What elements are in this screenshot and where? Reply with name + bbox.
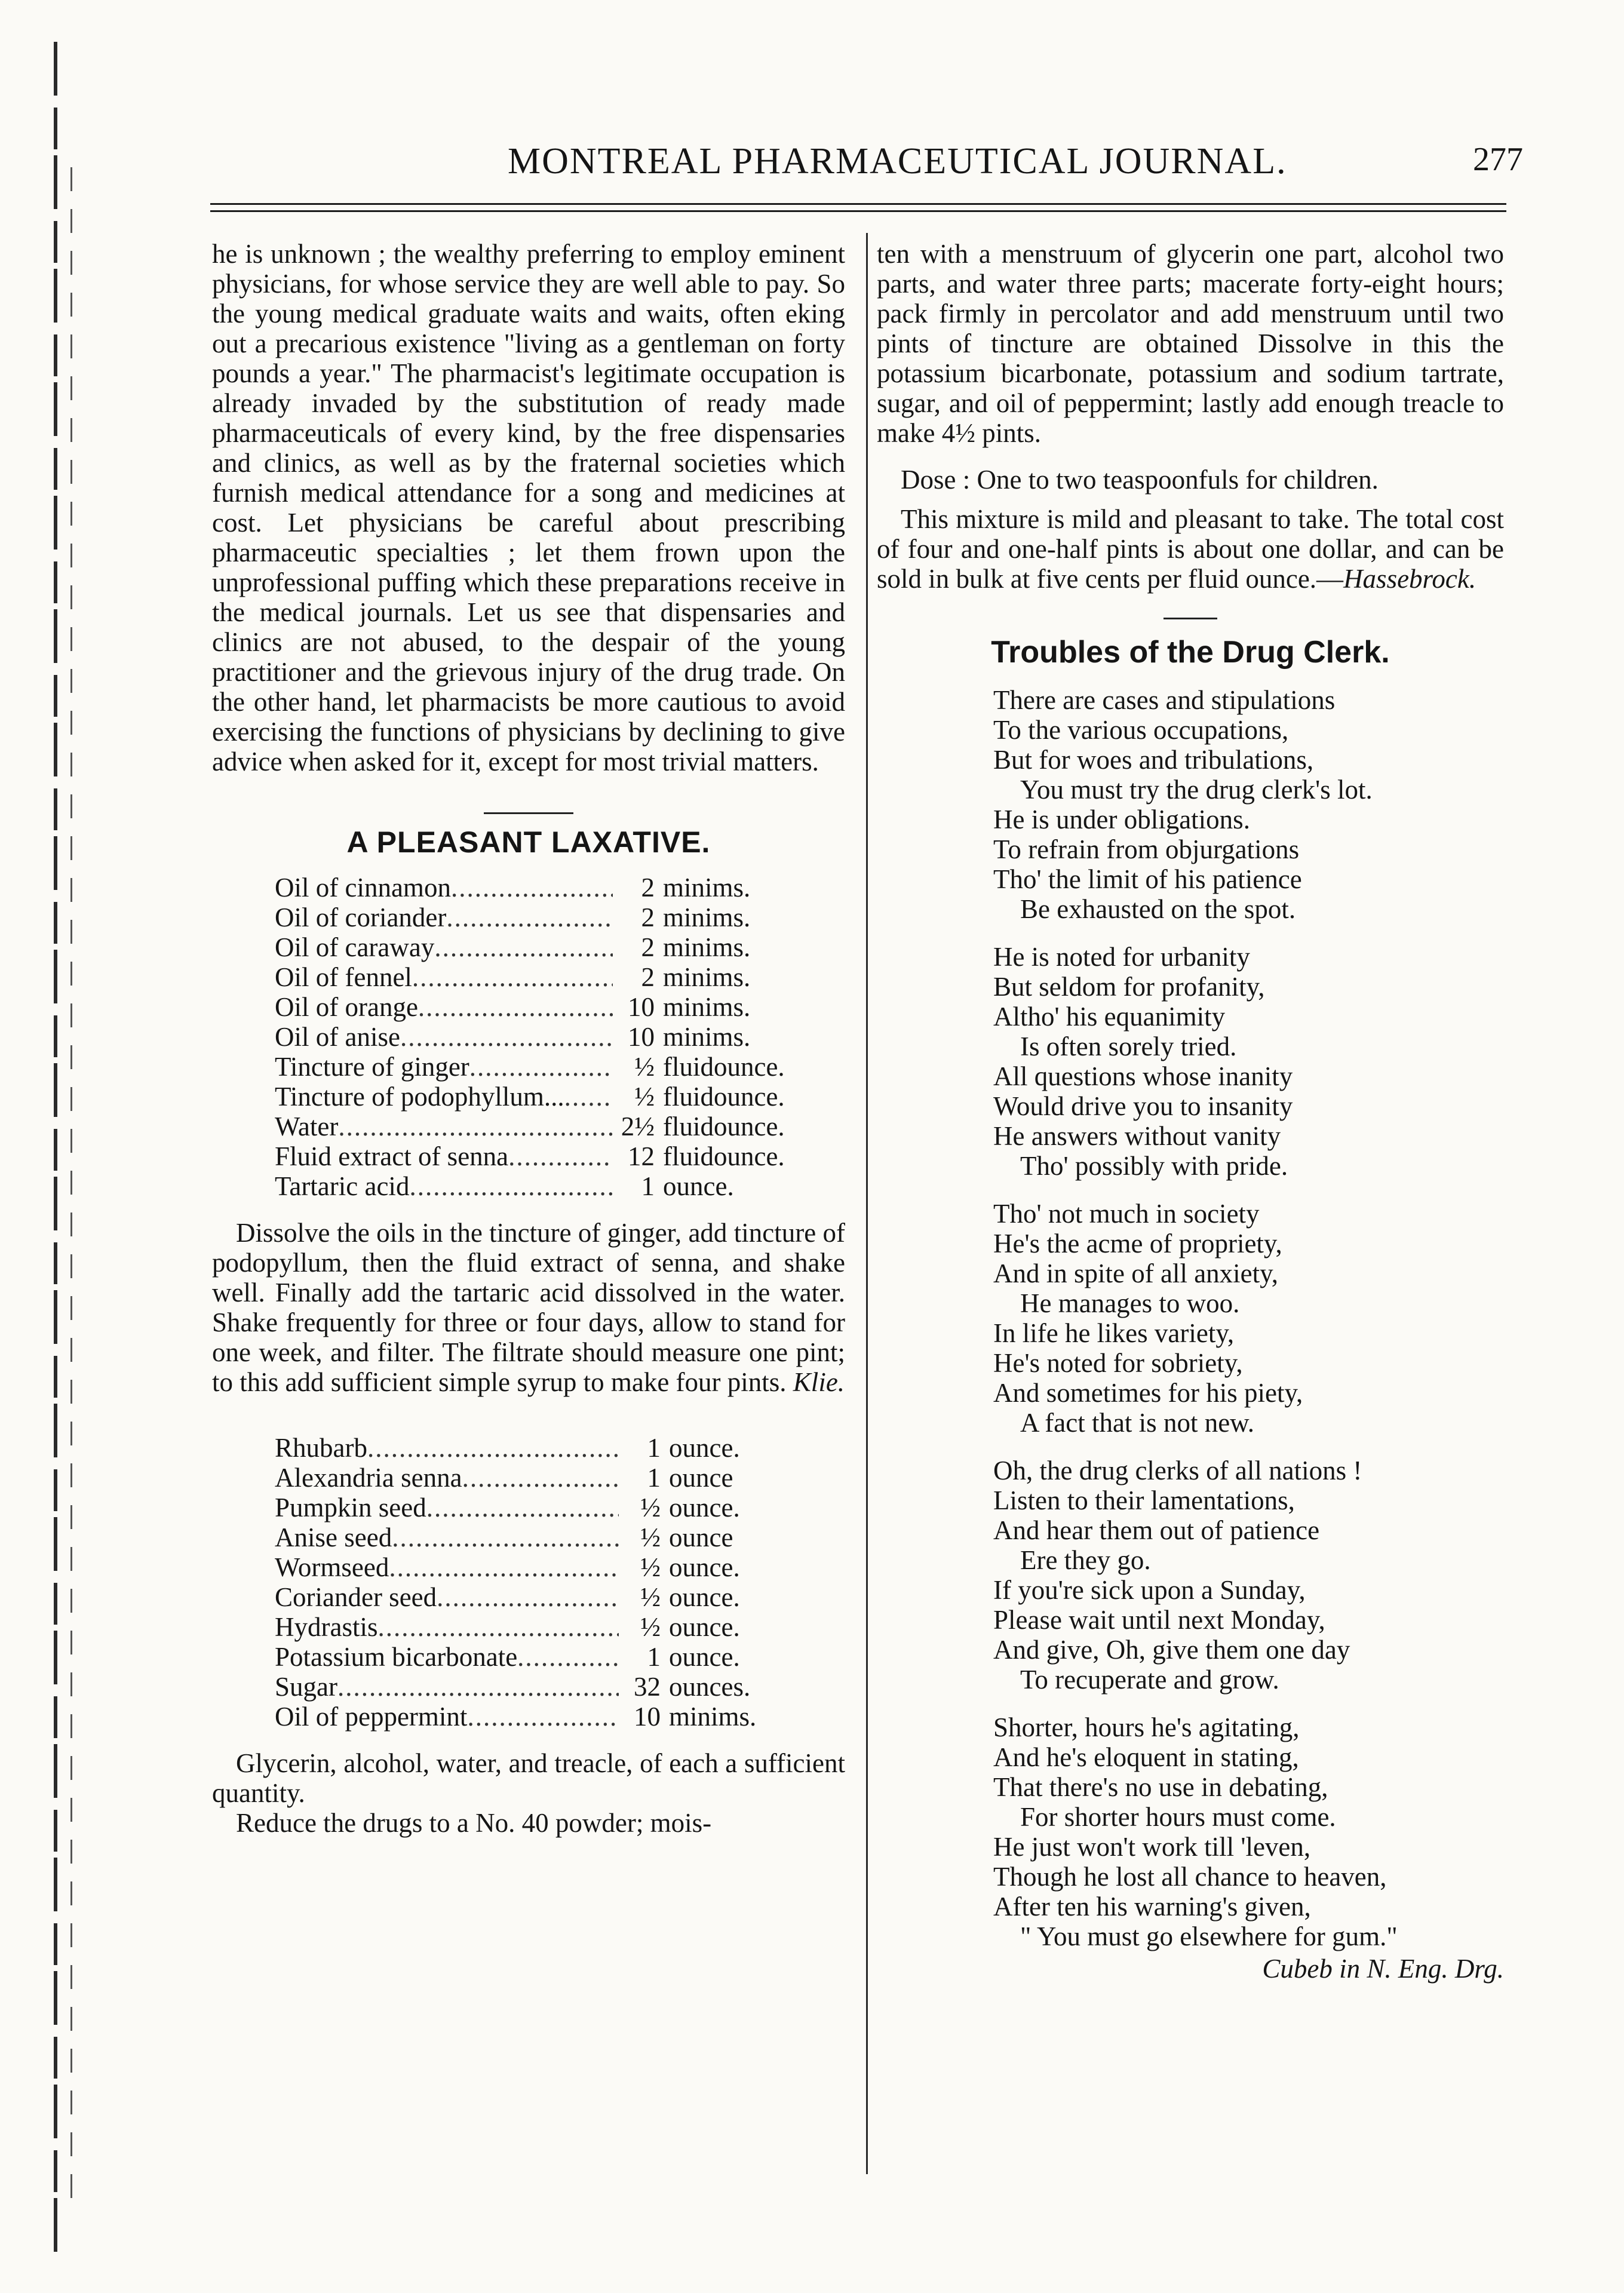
ingredient-name: Oil of cinnamon — [275, 873, 451, 903]
leader-dots — [400, 1022, 613, 1052]
ingredient-quantity: 2 — [641, 962, 655, 992]
poem-line: Is often sorely tried. — [1020, 1032, 1237, 1061]
ingredient-row — [275, 1552, 812, 1582]
ingredient-name: Tincture of ginger — [275, 1052, 469, 1082]
poem-line: In life he likes variety, — [993, 1318, 1235, 1348]
leader-dots — [564, 1082, 613, 1112]
poem-line: He's the acme of propriety, — [993, 1229, 1282, 1258]
page-number: 277 — [1473, 141, 1523, 178]
ingredient-name: Tartaric acid — [275, 1171, 410, 1201]
ingredient-name: Pumpkin seed — [275, 1493, 426, 1522]
ingredient-name: Alexandria senna — [275, 1463, 462, 1493]
leader-dots — [337, 1672, 619, 1702]
ingredient-quantity: ½ — [634, 1052, 655, 1082]
ingredient-quantity: 2 — [641, 903, 655, 932]
scan-binding-edge-inner — [70, 167, 72, 2198]
leader-dots — [437, 1582, 619, 1612]
poem-line: He is noted for urbanity — [993, 942, 1250, 972]
poem-line: Shorter, hours he's agitating, — [993, 1712, 1300, 1742]
ingredient-unit: ounce. — [669, 1433, 740, 1463]
header-rule-top — [210, 203, 1506, 205]
leader-dots — [418, 992, 613, 1022]
poem-stanza — [993, 942, 1504, 1181]
ingredient-row — [275, 1022, 806, 1052]
poem-line: For shorter hours must come. — [1020, 1802, 1336, 1832]
right-column — [877, 239, 1504, 1984]
poem — [993, 685, 1504, 1951]
poem-line: And hear them out of patience — [993, 1515, 1320, 1545]
poem-stanza — [993, 1712, 1504, 1951]
leader-dots — [467, 1702, 619, 1732]
ingredient-row — [275, 1672, 812, 1702]
ingredient-row — [275, 1141, 806, 1171]
poem-line: To refrain from objurgations — [993, 834, 1300, 864]
dose-line: Dose : One to two teaspoonfuls for children. — [901, 465, 1379, 495]
ingredient-name: Oil of coriander — [275, 903, 447, 932]
poem-line: Ere they go. — [1020, 1545, 1151, 1575]
poem-line: Tho' the limit of his patience — [993, 864, 1302, 894]
poem-line: And he's eloquent in stating, — [993, 1742, 1299, 1772]
ingredient-quantity: 2½ — [621, 1112, 655, 1141]
leader-dots — [469, 1052, 613, 1082]
leader-dots — [451, 873, 613, 903]
leader-dots — [409, 1171, 613, 1201]
ingredient-unit: fluidounce. — [663, 1112, 785, 1141]
ingredient-name: Coriander seed — [275, 1582, 437, 1612]
poem-line: But seldom for profanity, — [993, 972, 1265, 1002]
leader-dots — [462, 1463, 619, 1493]
ingredient-row — [275, 1171, 806, 1201]
ingredient-unit: minims. — [669, 1702, 757, 1732]
leader-dots — [367, 1433, 619, 1463]
ingredient-row — [275, 1522, 812, 1552]
ingredient-name: Tincture of podophyllum... — [275, 1082, 564, 1112]
ingredient-quantity: 1 — [647, 1642, 661, 1672]
poem-stanza — [993, 1199, 1504, 1438]
poem-line: If you're sick upon a Sunday, — [993, 1575, 1306, 1605]
ingredient-name: Fluid extract of senna — [275, 1141, 509, 1171]
ingredient-row — [275, 1463, 812, 1493]
ingredient-name: Oil of caraway — [275, 932, 435, 962]
poem-line: He just won't work till 'leven, — [993, 1832, 1311, 1862]
poem-line: Listen to their lamentations, — [993, 1485, 1295, 1515]
ingredient-row — [275, 962, 806, 992]
leader-dots — [508, 1141, 613, 1171]
poem-line: All questions whose inanity — [993, 1061, 1293, 1091]
poem-line: Would drive you to insanity — [993, 1091, 1293, 1121]
poem-line: To the various occupations, — [993, 715, 1289, 745]
ingredient-unit: minims. — [663, 992, 751, 1022]
ingredient-quantity: ½ — [640, 1522, 661, 1552]
ingredient-unit: fluidounce. — [663, 1082, 785, 1112]
ingredient-row — [275, 1582, 812, 1612]
leader-dots — [517, 1642, 619, 1672]
ingredient-quantity: 10 — [634, 1702, 661, 1732]
ingredient-name: Sugar — [275, 1672, 337, 1702]
ingredient-name: Wormseed — [275, 1552, 389, 1582]
ingredient-unit: fluidounce. — [663, 1141, 785, 1171]
poem-line: Oh, the drug clerks of all nations ! — [993, 1456, 1362, 1485]
ingredient-unit: minims. — [663, 932, 751, 962]
ingredient-unit: minims. — [663, 1022, 751, 1052]
ingredient-quantity: 1 — [641, 1171, 655, 1201]
reduce-line: Reduce the drugs to a No. 40 powder; mois- — [236, 1808, 712, 1838]
poem-line: Though he lost all chance to heaven, — [993, 1862, 1387, 1892]
ingredient-unit: minims. — [663, 873, 751, 903]
poem-line: Please wait until next Monday, — [993, 1605, 1325, 1635]
ingredient-quantity: 10 — [628, 1022, 655, 1052]
ingredient-row — [275, 1082, 806, 1112]
ingredient-name: Water — [275, 1112, 339, 1141]
leader-dots — [412, 962, 613, 992]
poem-line: To recuperate and grow. — [1020, 1665, 1279, 1695]
poem-line: He is under obligations. — [993, 805, 1250, 834]
ingredient-row — [275, 1642, 812, 1672]
leader-dots — [378, 1612, 619, 1642]
ingredient-quantity: ½ — [640, 1552, 661, 1582]
poem-stanza — [993, 685, 1504, 924]
poem-line: Tho' possibly with pride. — [1020, 1151, 1288, 1181]
poem-line: Be exhausted on the spot. — [1020, 894, 1296, 924]
ingredient-name: Oil of fennel — [275, 962, 412, 992]
ingredient-quantity: ½ — [640, 1582, 661, 1612]
section-divider-right — [1163, 618, 1217, 619]
mild-paragraph: This mixture is mild and pleasant to take. The total cost of four and one-half pints is about one dollar, and can be sold in bulk at five cents per fluid ounce.—Hassebrock. — [877, 504, 1504, 594]
ingredient-name: Potassium bicarbonate — [275, 1642, 518, 1672]
ingredient-quantity: 32 — [634, 1672, 661, 1702]
poem-line: A fact that is not new. — [1020, 1408, 1254, 1438]
ingredient-quantity: ½ — [640, 1612, 661, 1642]
poem-line: And give, Oh, give them one day — [993, 1635, 1350, 1665]
laxative-directions: Dissolve the oils in the tincture of ginger, add tincture of podopyllum, then the fluid extract of senna, and shake well. Finally add the tartaric acid dissolved in the water. Shake frequently for three or four days, allow to stand for one week, and filter. The filtrate should measure one pint; to this add sufficient simple syrup to make four pints. Klie. — [212, 1218, 845, 1397]
ingredient-unit: ounce — [669, 1522, 733, 1552]
ingredient-row — [275, 1112, 806, 1141]
running-header — [209, 140, 1523, 194]
ingredient-unit: minims. — [663, 962, 751, 992]
poem-line: You must try the drug clerk's lot. — [1020, 775, 1373, 805]
poem-line: After ten his warning's given, — [993, 1892, 1311, 1921]
ingredient-quantity: 2 — [641, 873, 655, 903]
ingredient-quantity: ½ — [640, 1493, 661, 1522]
laxative-signature: Klie. — [793, 1367, 845, 1397]
poem-line: Altho' his equanimity — [993, 1002, 1226, 1032]
ingredient-row — [275, 903, 806, 932]
second-ingredient-list — [275, 1433, 812, 1732]
ingredient-row — [275, 1612, 812, 1642]
ingredient-quantity: 1 — [647, 1463, 661, 1493]
header-rule-bottom — [210, 210, 1506, 212]
scan-binding-edge — [54, 42, 57, 2252]
ingredient-quantity: 10 — [628, 992, 655, 1022]
ingredient-row — [275, 1052, 806, 1082]
section-divider — [484, 812, 573, 814]
ingredient-unit: fluidounce. — [663, 1052, 785, 1082]
poem-line: He answers without vanity — [993, 1121, 1281, 1151]
poem-line: " You must go elsewhere for gum." — [1020, 1921, 1398, 1951]
continuation-paragraph: ten with a menstruum of glycerin one part, alcohol two parts, and water three parts; macerate forty-eight hours; pack firmly in percolator and add menstruum until two pints of tincture are obtained Dissolve in this the potassium bicarbonate, potassium and sodium tartrate, sugar, and oil of peppermint; lastly add enough treacle to make 4½ pints. — [877, 239, 1504, 448]
poem-stanza — [993, 1456, 1504, 1695]
ingredient-row — [275, 1702, 812, 1732]
ingredient-name: Oil of peppermint — [275, 1702, 468, 1732]
poem-line: But for woes and tribulations, — [993, 745, 1314, 775]
ingredient-row — [275, 1493, 812, 1522]
ingredient-quantity: 1 — [647, 1433, 661, 1463]
leader-dots — [426, 1493, 619, 1522]
ingredient-unit: ounces. — [669, 1672, 751, 1702]
mild-signature: Hassebrock. — [1343, 564, 1476, 594]
ingredient-row — [275, 992, 806, 1022]
glycerin-line: Glycerin, alcohol, water, and treacle, of each a sufficient quantity. — [212, 1748, 845, 1808]
poem-line: There are cases and stipulations — [993, 685, 1336, 715]
poem-line: That there's no use in debating, — [993, 1772, 1328, 1802]
ingredient-quantity: 2 — [641, 932, 655, 962]
poem-attribution: Cubeb in N. Eng. Drg. — [1262, 1954, 1504, 1984]
leader-dots — [338, 1112, 613, 1141]
ingredient-name: Rhubarb — [275, 1433, 367, 1463]
leader-dots — [434, 932, 613, 962]
ingredient-unit: ounce. — [669, 1552, 740, 1582]
left-column — [212, 239, 845, 1838]
ingredient-name: Anise seed — [275, 1522, 392, 1552]
intro-paragraph: he is unknown ; the wealthy preferring to employ eminent physicians, for whose service they are well able to pay. So the young medical graduate waits and waits, often eking out a precarious existence "living as a gentleman on forty pounds a year." The pharmacist's legitimate occupation is already invaded by the substitution of ready made pharmaceuticals of every kind, by the free dispensaries and clinics, as well as by the fraternal societies which furnish medical attendance for a song and medicines at cost. Let physicians be careful about prescribing pharmaceutic specialties ; let them frown upon the unprofessional puffing which these preparations receive in the medical journals. Let us see that dispensaries and clinics are not abused, to the despair of the young practitioner and the grievous injury of the drug trade. On the other hand, let pharmacists be more cautious to avoid exercising the functions of physicians by declining to give advice when asked for it, except for most trivial matters. — [212, 239, 845, 776]
poem-line: And in spite of all anxiety, — [993, 1258, 1278, 1288]
ingredient-row — [275, 1433, 812, 1463]
journal-title: MONTREAL PHARMACEUTICAL JOURNAL. — [508, 141, 1287, 182]
poem-line: He's noted for sobriety, — [993, 1348, 1243, 1378]
leader-dots — [446, 903, 613, 932]
ingredient-unit: ounce — [669, 1463, 733, 1493]
leader-dots — [392, 1522, 619, 1552]
ingredient-unit: ounce. — [669, 1612, 740, 1642]
ingredient-row — [275, 873, 806, 903]
column-divider — [866, 233, 868, 2174]
ingredient-name: Oil of anise — [275, 1022, 400, 1052]
poem-line: Tho' not much in society — [993, 1199, 1260, 1229]
laxative-ingredient-list — [275, 873, 806, 1201]
leader-dots — [389, 1552, 619, 1582]
poem-heading: Troubles of the Drug Clerk. — [991, 635, 1390, 670]
ingredient-unit: ounce. — [669, 1642, 740, 1672]
ingredient-name: Oil of orange — [275, 992, 418, 1022]
laxative-heading: A PLEASANT LAXATIVE. — [346, 825, 711, 859]
ingredient-unit: ounce. — [663, 1171, 734, 1201]
poem-line: And sometimes for his piety, — [993, 1378, 1303, 1408]
ingredient-quantity: ½ — [634, 1082, 655, 1112]
ingredient-unit: minims. — [663, 903, 751, 932]
ingredient-unit: ounce. — [669, 1582, 740, 1612]
poem-line: He manages to woo. — [1020, 1288, 1240, 1318]
ingredient-quantity: 12 — [628, 1141, 655, 1171]
ingredient-name: Hydrastis — [275, 1612, 378, 1642]
ingredient-unit: ounce. — [669, 1493, 740, 1522]
ingredient-row — [275, 932, 806, 962]
